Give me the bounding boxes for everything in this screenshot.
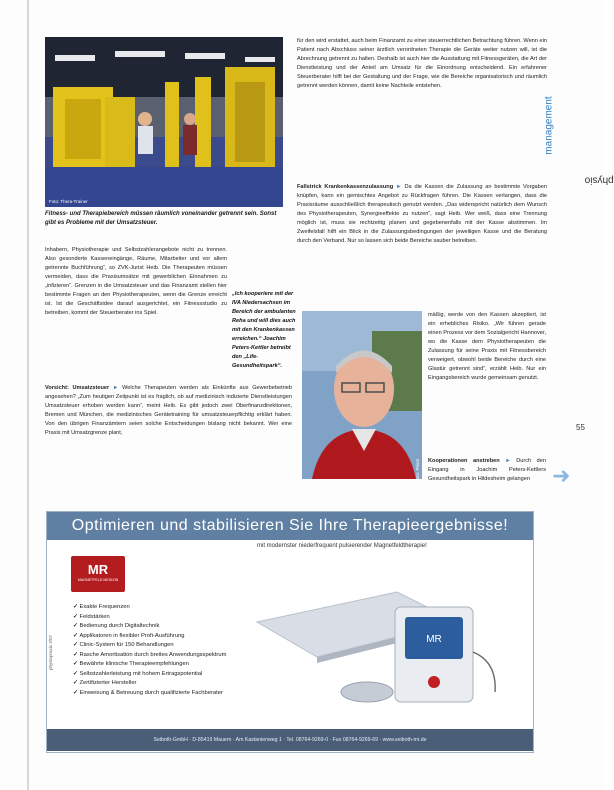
feature-item: ✓ Einweisung & Betreuung durch qualifizierte Fachberater [73,689,226,699]
continue-arrow-icon: ➜ [552,463,571,488]
issue-credit: physiopraxis 3/07 [48,634,54,671]
portrait-photo [302,311,422,483]
feature-list [73,603,226,698]
section-label-prefix: physio [584,174,614,186]
arrow-icon: ► [396,184,402,190]
logo-text: MR [87,562,109,577]
article-column-right-lower: mäßig, werde von den Kassen akzeptiert, ist ein erhebliches Risiko. „Wir führen gerade einen Prozess vor dem Sozialgericht Hannover, wo die Kasse dem Physiotherapeuten die Zulassung für seine Praxis mit Fitnessbereich verweigert, obwohl beide Bereiche durch eine Glastür getrennt sind“, erzählt Heib. Nur ein Eingangsbereich wurde gemeinsam genutzt. [428,312,546,381]
pull-quote: „Ich kooperiere mit der IVA Niedersachsen im Bereich der ambulanten Reha und will dies auch mit den Krankenkassen erreichen.“ Joachim Peters-Kettler betreibt den „Life-Gesundheitspark“. [232,291,296,369]
section-kooperationen [428,457,546,497]
feature-item: ✓ Zertifizierter Hersteller [73,679,226,689]
advertisement [46,511,534,753]
feature-item: ✓ Selbstzahlerleistung mit hohem Ertragspotential [73,670,226,680]
feature-item: ✓ Bedienung durch Digitaltechnik [73,622,226,632]
section-label [543,70,614,190]
ad-footer: Seiboth-GmbH · D-85419 Mauern · Am Kastanienweg 1 · Tel. 08764-9269-0 · Fax 08764-9269-69 · www.seiboth-mr.de [47,729,533,751]
feature-item: ✓ Rasche Amortisation durch breites Anwendungsspektrum [73,651,226,661]
photo-credit: Foto: Privat [415,459,420,483]
feature-item: ✓ Applikatoren in flexibler Profi-Ausführung [73,632,226,642]
section-text: Welche Therapeuten werden als Einkünfte aus Gewerbebetrieb angesehen? „Zum heutigen Zeitpunkt ist es fraglich, ob auf medizinisch indizierte Dienstleistungen Umsatzsteuer erhoben werden kann“, meint Heib. Es gibt jedoch zwei Oberfinanzdirektionen, Bremen und München, die medizinisches Gerätetraining für umsatzsteuerpflichtig erklärt haben. Von den übrigen Finanzämtern seien solche Entscheidungen bislang nicht bekannt. Wer eine Praxis mit Umsatzgrenze plant, [45,385,293,436]
ad-headline: Optimieren und stabilisieren Sie Ihre Therapieergebnisse! [47,512,533,540]
device-illustration [247,562,517,722]
section-krankenkasse [297,183,547,307]
feature-item: ✓ Exakte Frequenzen [73,603,226,613]
feature-item: ✓ Clinic-System für 150 Behandlungen [73,641,226,651]
section-label-accent: management [543,96,555,155]
device-screen-label: MR [426,634,442,645]
photo-caption: Fitness- und Therapiebereich müssen räumlich voneinander getrennt sein. Sonst gibt es Probleme mit der Umsatzsteuer. [45,211,277,226]
page-number: 55 [576,423,585,432]
ad-subline: mit modernster niederfrequent pulsierender Magnetfeldtherapie! [257,543,427,549]
article-column-left: Inhabern, Physiotherapie und Selbstzahlerangebote nicht zu trennen. Also gesonderte Kasseneingänge, Räume, Mitarbeiter und vor allem getrennte Buchführung“, so ZVK-Jurist Heib. Die Therapeuten müssen vermeiden, dass die Praxisumsätze mit gewerblichen Einnahmen zu „infizieren“. Grenzen in die Umsatzsteuer und das Finanzamt stellen hier bestimmte Fragen an den Physiotherapeuten, wenn die Grenze erreicht ist. Ist die Geschäftsidee darauf ausgerichtet, ein Fitnessstudio zu betreiben, kommt der Steuerberater ins Spiel. [45,247,227,316]
section-heading: Fallstrick Krankenkassenzulassung [297,184,394,190]
photo-credit: Foto: Thera-Trainer [49,199,88,204]
feature-item: ✓ Feldstärken [73,613,226,623]
section-text: Da die Kassen die Zulassung an bestimmte Vorgaben knüpfen, kann ein gemischtes Angebot zu Rückfragen führen. Die Kassen verlangen, dass die Praxisräume ausschließlich therapeutisch genutzt werden. „Das widerspricht natürlich dem Wunsch des Physiotherapeuten, Synergieeffekte zu nutzen“, sagt Heib. Wer weiß, dass eine Trennung möglich ist, muss sie rechtzeitig planen und gegebenenfalls mit der Kasse abstimmen. Im Zweifelsfall hilft ein Blick in die Zulassungsbedingungen der jeweiligen Kasse und die Beratung durch den Verband. Nur so lassen sich beide Bereiche sauber betreiben. [297,184,548,244]
section-heading: Vorsicht: Umsatzsteuer [45,385,110,391]
page-spine [27,0,29,790]
arrow-icon: ► [112,385,119,391]
logo-subtext: MAGNETFELD MEDIZIN [77,578,119,582]
article-column-right-top: für den wird erstattet, auch beim Finanzamt zu einer steuerrechtlichen Betrachtung führen. Wenn ein Patient nach Abschluss seiner ärztlich verordneten Therapie die Geräte weiter nutzen will, ist die Abrechnung getrennt zu halten. Deshalb ist auch hier die Ausstattung mit Fitnessgeräten, die Art der Dienstleistung und der Anteil am Umsatz für die Einordnung entscheidend. Ein erfahrener Steuerberater hilft bei der Gestaltung und der Frage, wie die Bereiche organisatorisch und räumlich getrennt werden können, damit keine Nachteile entstehen. [297,38,547,89]
section-text: Durch den Eingang in Joachim Peters-Kettlers Gesundheitspark in Hildesheim gelangen [428,458,546,482]
gym-photo [45,37,283,207]
arrow-icon: ► [505,458,511,464]
feature-item: ✓ Bewährte klinische Therapieempfehlungen [73,660,226,670]
brand-logo [71,556,125,592]
section-umsatzsteuer [45,384,292,492]
section-heading: Kooperationen anstreben [428,458,500,464]
